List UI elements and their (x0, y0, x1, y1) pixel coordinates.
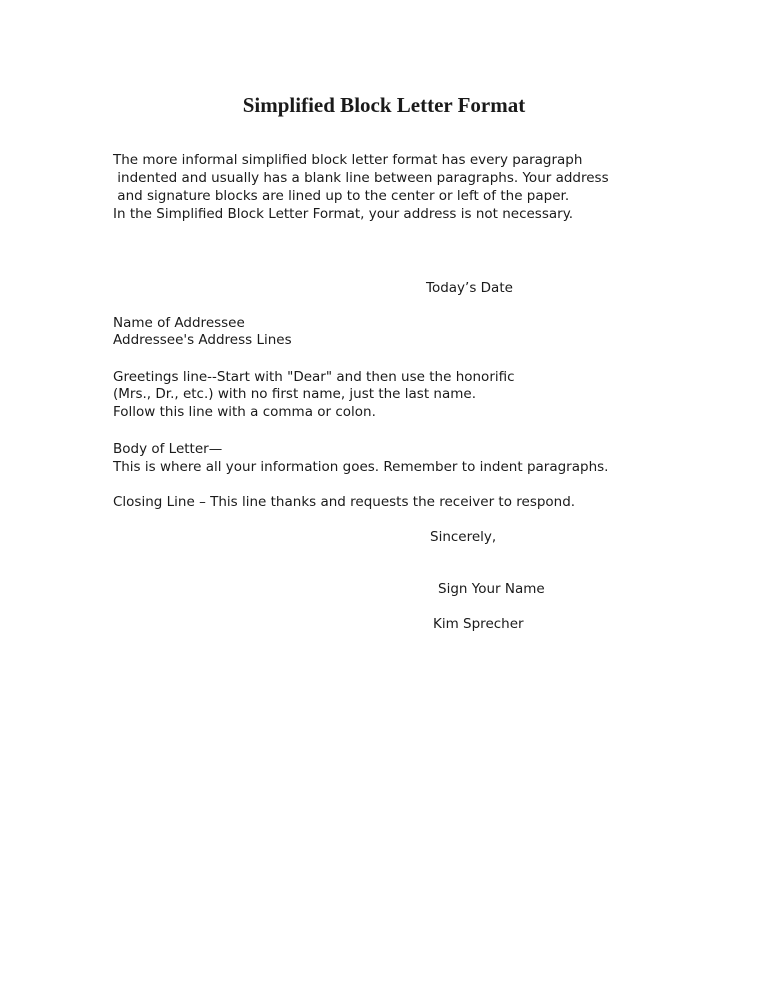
date-line: Today’s Date (426, 280, 513, 296)
signer-name: Kim Sprecher (433, 616, 524, 632)
intro-line-4: In the Simplified Block Letter Format, your address is not necessary. (113, 206, 574, 222)
complimentary-close: Sincerely, (430, 529, 497, 545)
addressee-address: Addressee's Address Lines (113, 332, 292, 348)
greeting-line-2: (Mrs., Dr., etc.) with no first name, just the last name. (113, 386, 476, 402)
intro-line-1: The more informal simplified block letter format has every paragraph (113, 152, 583, 168)
sign-prompt: Sign Your Name (438, 581, 545, 597)
body-heading: Body of Letter— (113, 441, 223, 457)
closing-line: Closing Line – This line thanks and requests the receiver to respond. (113, 494, 576, 510)
greeting-line-3: Follow this line with a comma or colon. (113, 404, 376, 420)
addressee-name: Name of Addressee (113, 315, 245, 331)
intro-line-2: indented and usually has a blank line between paragraphs. Your address (113, 170, 609, 186)
intro-line-3: and signature blocks are lined up to the center or left of the paper. (113, 188, 570, 204)
greeting-line-1: Greetings line--Start with "Dear" and then use the honorific (113, 369, 515, 385)
document-title: Simplified Block Letter Format (242, 93, 526, 117)
body-text: This is where all your information goes. Remember to indent paragraphs. (113, 459, 609, 475)
